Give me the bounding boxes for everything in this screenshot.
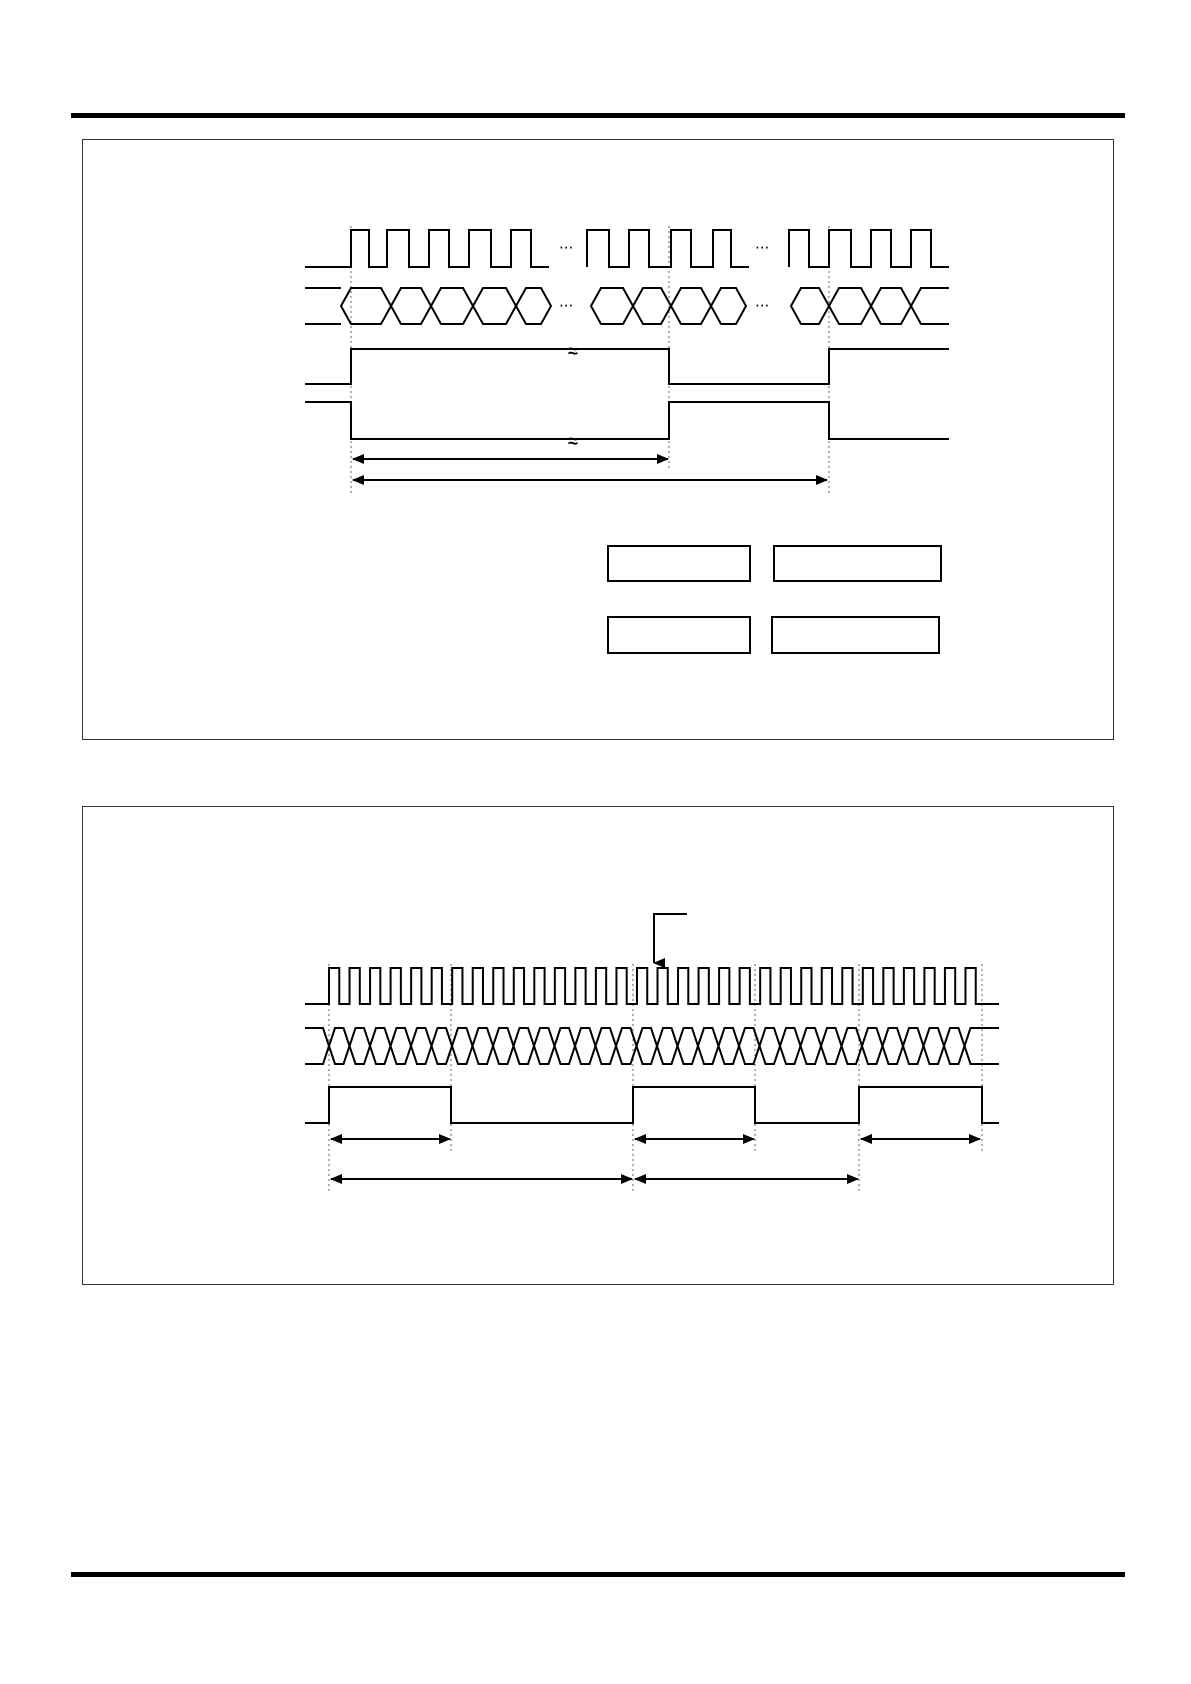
data-bus-waveform (305, 1028, 999, 1064)
bus-cell (719, 1028, 740, 1064)
bus-cell (657, 1028, 678, 1064)
label-box-3 (608, 617, 750, 653)
label-box-2 (774, 546, 941, 581)
break-mark-1: ≈ (568, 341, 578, 361)
data-bus-waveform (305, 288, 949, 324)
bus-cell (596, 1028, 617, 1064)
bus-cell (862, 1028, 883, 1064)
signal-a-waveform (305, 349, 949, 384)
label-box-4 (772, 617, 939, 653)
bus-cell (821, 1028, 842, 1064)
clock-waveform (789, 230, 949, 267)
bus-cell (432, 1028, 453, 1064)
top-rule (71, 113, 1125, 118)
bus-cell (411, 1028, 432, 1064)
bus-cell (391, 1028, 412, 1064)
bus-cell (555, 1028, 576, 1064)
signal-b-waveform (305, 402, 949, 439)
bus-cell (370, 1028, 391, 1064)
clock-waveform (305, 230, 549, 267)
bus-cell (678, 1028, 699, 1064)
timing-diagram-2 (83, 807, 1113, 1284)
timing-diagram-panel-1 (82, 139, 1114, 740)
ellipsis-1: ··· (559, 239, 574, 257)
bus-cell (801, 1028, 822, 1064)
break-mark-2: ≈ (568, 431, 578, 451)
bus-cell (698, 1028, 719, 1064)
label-box-1 (608, 546, 750, 581)
bus-cell (739, 1028, 760, 1064)
timing-diagram-panel-2 (82, 806, 1114, 1285)
timing-diagram-1 (83, 140, 1113, 739)
ellipsis-4: ··· (755, 297, 770, 315)
bus-cell (760, 1028, 781, 1064)
callout-arrow (654, 914, 687, 963)
clock-waveform (305, 968, 999, 1004)
bus-cell (493, 1028, 514, 1064)
bus-cell (637, 1028, 658, 1064)
bus-cell (329, 1028, 350, 1064)
bus-cell (452, 1028, 473, 1064)
frame-signal-waveform (305, 1087, 999, 1123)
bus-cell (575, 1028, 596, 1064)
bus-cell (944, 1028, 965, 1064)
ellipsis-2: ··· (755, 239, 770, 257)
bottom-rule (71, 1572, 1125, 1577)
bus-cell (780, 1028, 801, 1064)
bus-cell (534, 1028, 555, 1064)
bus-cell (473, 1028, 494, 1064)
bus-cell (514, 1028, 535, 1064)
bus-cell (350, 1028, 371, 1064)
bus-cell (883, 1028, 904, 1064)
clock-waveform (587, 230, 749, 267)
bus-cell (903, 1028, 924, 1064)
bus-cell (924, 1028, 945, 1064)
ellipsis-3: ··· (559, 297, 574, 315)
